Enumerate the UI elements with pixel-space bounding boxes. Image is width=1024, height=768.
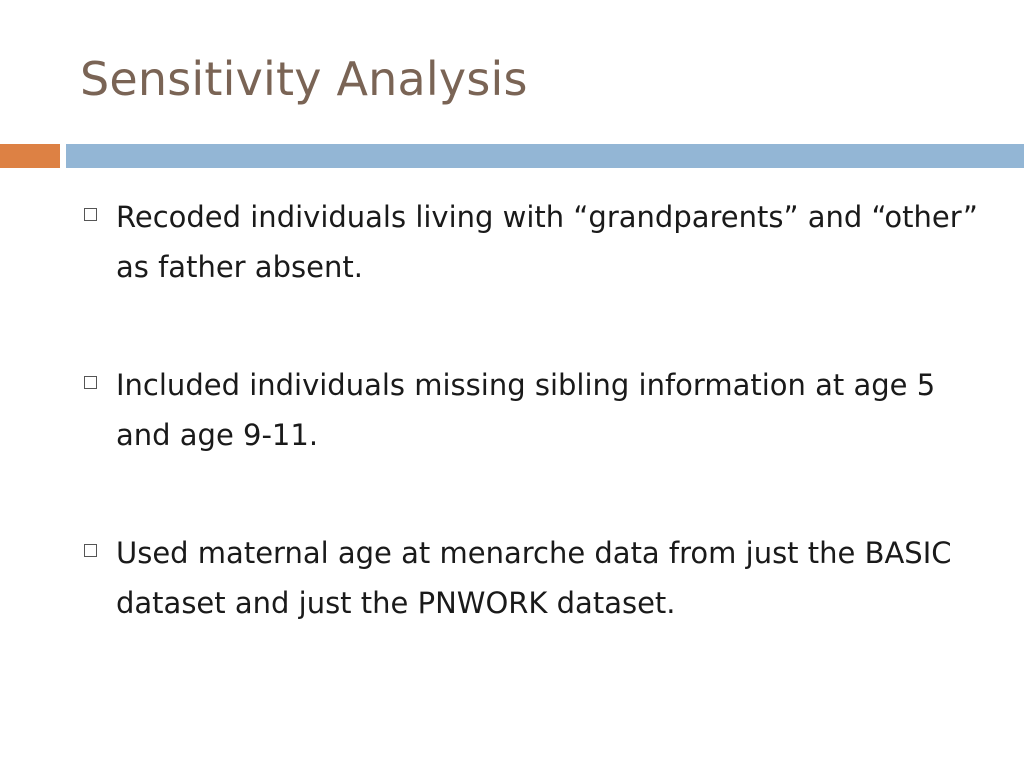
bullet-item bbox=[82, 360, 982, 460]
slide-title: Sensitivity Analysis bbox=[80, 52, 528, 106]
title-rule-accent bbox=[0, 144, 60, 168]
bullet-text: Used maternal age at menarche data from just the BASIC dataset and just the PNWORK dataset. bbox=[116, 536, 952, 620]
bullet-text: Included individuals missing sibling information at age 5 and age 9-11. bbox=[116, 368, 936, 452]
hollow-square-bullet-icon bbox=[84, 544, 97, 557]
hollow-square-bullet-icon bbox=[84, 208, 97, 221]
hollow-square-bullet-icon bbox=[84, 376, 97, 389]
bullet-text: Recoded individuals living with “grandparents” and “other” as father absent. bbox=[116, 200, 978, 284]
bullet-item bbox=[82, 192, 982, 292]
bullet-list bbox=[82, 192, 982, 696]
bullet-item bbox=[82, 528, 982, 628]
title-rule-bar bbox=[66, 144, 1024, 168]
